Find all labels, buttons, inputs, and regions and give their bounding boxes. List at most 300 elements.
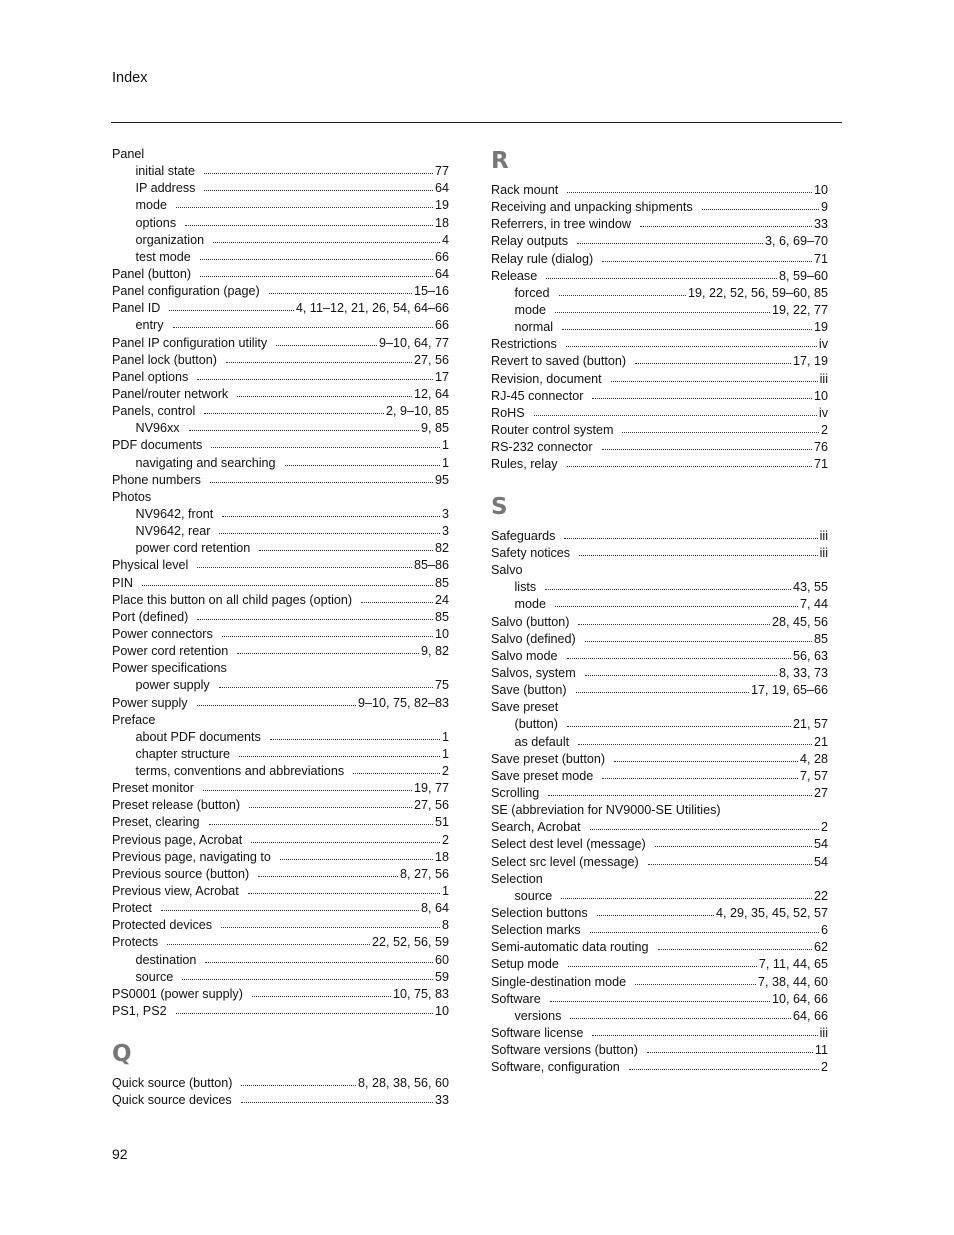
entry-pages: 66 xyxy=(434,249,449,264)
index-entry xyxy=(491,456,828,473)
entry-pages: 56, 63 xyxy=(792,648,828,663)
entry-pages: 8, 59–60 xyxy=(778,268,828,283)
dot-leader xyxy=(176,1003,433,1014)
index-entry xyxy=(491,388,828,405)
dot-leader xyxy=(567,456,812,467)
entry-term: Protects xyxy=(112,935,159,950)
index-entry xyxy=(112,712,449,729)
entry-term: Salvos, system xyxy=(491,666,576,681)
index-entry xyxy=(491,614,828,631)
dot-leader xyxy=(205,952,433,963)
index-entry xyxy=(491,1059,828,1076)
entry-term: Preface xyxy=(112,712,156,727)
entry-pages: 11 xyxy=(814,1043,828,1058)
entry-pages: 24 xyxy=(434,592,449,607)
dot-leader xyxy=(576,682,749,693)
dot-leader xyxy=(276,335,377,346)
entry-term: Safety notices xyxy=(491,546,571,561)
entry-pages: 33 xyxy=(434,1092,449,1107)
section-letter: Q xyxy=(112,1040,132,1067)
index-entry xyxy=(112,386,449,403)
index-entry xyxy=(112,489,449,506)
index-subentry xyxy=(112,969,449,986)
index-subentry xyxy=(491,596,828,613)
section-gap xyxy=(491,473,828,492)
dot-leader xyxy=(239,746,440,757)
dot-leader xyxy=(546,268,777,279)
dot-leader xyxy=(353,763,440,774)
index-entry xyxy=(491,439,828,456)
index-entry xyxy=(112,300,449,317)
entry-pages: 18 xyxy=(434,849,449,864)
entry-term: (button) xyxy=(514,717,558,732)
index-entry xyxy=(112,797,449,814)
dot-leader xyxy=(280,849,433,860)
index-entry xyxy=(112,900,449,917)
entry-term: Save preset (button) xyxy=(491,751,606,766)
entry-term: Relay outputs xyxy=(491,234,569,249)
entry-pages: 7, 57 xyxy=(799,768,828,783)
dot-leader xyxy=(579,545,817,556)
dot-leader xyxy=(241,1092,433,1103)
index-entry xyxy=(112,626,449,643)
dot-leader xyxy=(221,917,440,928)
entry-pages: 17, 19 xyxy=(792,354,828,369)
dot-leader xyxy=(197,609,433,620)
entry-term: Power supply xyxy=(112,695,188,710)
index-entry xyxy=(491,854,828,871)
entry-pages: 66 xyxy=(434,318,449,333)
index-subentry xyxy=(112,197,449,214)
entry-pages: 21 xyxy=(813,734,828,749)
entry-term: Salvo xyxy=(491,563,523,578)
entry-term: entry xyxy=(135,318,164,333)
entry-pages: 3 xyxy=(441,506,449,521)
entry-term: test mode xyxy=(135,249,191,264)
dot-leader xyxy=(602,439,812,450)
entry-term: Safeguards xyxy=(491,528,556,543)
entry-pages: 9, 85 xyxy=(420,421,449,436)
entry-term: Rules, relay xyxy=(491,457,558,472)
entry-pages: 1 xyxy=(441,884,449,899)
entry-pages: iv xyxy=(818,405,828,420)
entry-term: Referrers, in tree window xyxy=(491,217,631,232)
index-entry xyxy=(491,268,828,285)
dot-leader xyxy=(167,934,370,945)
entry-term: Save (button) xyxy=(491,683,567,698)
dot-leader xyxy=(702,199,819,210)
dot-leader xyxy=(648,854,812,865)
index-entry xyxy=(112,575,449,592)
entry-pages: 4 xyxy=(441,232,449,247)
dot-leader xyxy=(590,922,819,933)
entry-term: Phone numbers xyxy=(112,472,201,487)
dot-leader xyxy=(252,986,391,997)
index-entry xyxy=(112,660,449,677)
entry-term: Selection marks xyxy=(491,923,581,938)
dot-leader xyxy=(222,506,440,517)
entry-term: Port (defined) xyxy=(112,609,189,624)
entry-pages: 10, 64, 66 xyxy=(771,991,828,1006)
entry-pages: 2 xyxy=(820,1060,828,1075)
dot-leader xyxy=(142,575,433,586)
entry-pages: 27, 56 xyxy=(413,352,449,367)
entry-term: Salvo (button) xyxy=(491,614,570,629)
entry-term: Selection xyxy=(491,871,543,886)
entry-pages: 2 xyxy=(441,832,449,847)
index-entry xyxy=(112,934,449,951)
index-entry xyxy=(112,266,449,283)
dot-leader xyxy=(629,1059,819,1070)
index-entry xyxy=(491,751,828,768)
entry-pages: iii xyxy=(819,371,828,386)
dot-leader xyxy=(578,614,770,625)
entry-term: Select src level (message) xyxy=(491,854,639,869)
index-entry xyxy=(491,768,828,785)
entry-pages: 82 xyxy=(434,541,449,556)
entry-pages: 1 xyxy=(441,438,449,453)
entry-pages: 85 xyxy=(434,609,449,624)
index-subentry xyxy=(112,215,449,232)
entry-pages: 10 xyxy=(813,388,828,403)
dot-leader xyxy=(200,249,433,260)
entry-pages: 85–86 xyxy=(413,558,449,573)
dot-leader xyxy=(658,939,812,950)
index-entry xyxy=(112,403,449,420)
dot-leader xyxy=(602,768,798,779)
entry-pages: 85 xyxy=(813,631,828,646)
index-subentry xyxy=(491,285,828,302)
index-entry xyxy=(491,405,828,422)
section-gap xyxy=(112,1020,449,1039)
entry-pages: 64 xyxy=(434,266,449,281)
index-entry xyxy=(112,1075,449,1092)
index-entry xyxy=(491,353,828,370)
entry-pages: 6 xyxy=(820,923,828,938)
entry-term: Panel/router network xyxy=(112,386,229,401)
entry-pages: 4, 11–12, 21, 26, 54, 64–66 xyxy=(295,301,449,316)
entry-pages: 71 xyxy=(813,251,828,266)
index-entry xyxy=(112,472,449,489)
index-entry xyxy=(491,991,828,1008)
dot-leader xyxy=(210,472,433,483)
dot-leader xyxy=(550,991,770,1002)
dot-leader xyxy=(248,883,440,894)
index-entry xyxy=(491,336,828,353)
dot-leader xyxy=(647,1042,813,1053)
dot-leader xyxy=(611,371,818,382)
index-subentry xyxy=(112,249,449,266)
entry-pages: iii xyxy=(819,528,828,543)
entry-pages: 7, 44 xyxy=(799,597,828,612)
entry-pages: 2 xyxy=(820,820,828,835)
entry-pages: 8, 33, 73 xyxy=(778,666,828,681)
index-entry xyxy=(491,371,828,388)
entry-pages: 8, 27, 56 xyxy=(399,866,449,881)
entry-pages: iii xyxy=(819,1025,828,1040)
dot-leader xyxy=(568,956,757,967)
entry-pages: 22 xyxy=(813,888,828,903)
entry-term: Preset, clearing xyxy=(112,815,200,830)
entry-term: PS1, PS2 xyxy=(112,1004,167,1019)
entry-pages: 1 xyxy=(441,455,449,470)
entry-term: destination xyxy=(135,952,197,967)
entry-term: Software versions (button) xyxy=(491,1043,638,1058)
entry-pages: 9, 82 xyxy=(420,644,449,659)
index-entry xyxy=(112,643,449,660)
entry-term: mode xyxy=(135,198,168,213)
index-entry xyxy=(491,648,828,665)
dot-leader xyxy=(559,285,686,296)
entry-term: Relay rule (dialog) xyxy=(491,251,594,266)
entry-pages: 3 xyxy=(441,524,449,539)
index-entry xyxy=(491,1025,828,1042)
entry-pages: 8, 28, 38, 56, 60 xyxy=(357,1075,449,1090)
dot-leader xyxy=(622,422,819,433)
dot-leader xyxy=(578,734,812,745)
dot-leader xyxy=(259,540,433,551)
index-entry xyxy=(491,182,828,199)
entry-term: RoHS xyxy=(491,405,525,420)
entry-term: mode xyxy=(514,302,547,317)
dot-leader xyxy=(213,232,440,243)
entry-pages: 60 xyxy=(434,952,449,967)
index-subentry xyxy=(112,506,449,523)
entry-term: Previous page, navigating to xyxy=(112,849,271,864)
dot-leader xyxy=(548,785,812,796)
dot-leader xyxy=(585,665,777,676)
entry-term: Scrolling xyxy=(491,786,540,800)
dot-leader xyxy=(249,797,412,808)
index-entry xyxy=(112,986,449,1003)
dot-leader xyxy=(597,905,714,916)
entry-pages: 28, 45, 56 xyxy=(771,614,828,629)
index-entry xyxy=(491,802,828,819)
index-subentry xyxy=(112,540,449,557)
entry-term: Receiving and unpacking shipments xyxy=(491,200,693,215)
index-entry xyxy=(491,545,828,562)
dot-leader xyxy=(562,319,812,330)
entry-pages: 19 xyxy=(813,320,828,335)
entry-term: RJ-45 connector xyxy=(491,388,584,403)
entry-pages: 75 xyxy=(434,678,449,693)
dot-leader xyxy=(640,216,812,227)
entry-pages: 51 xyxy=(434,815,449,830)
entry-term: Quick source devices xyxy=(112,1092,232,1107)
dot-leader xyxy=(561,888,812,899)
dot-leader xyxy=(655,836,812,847)
dot-leader xyxy=(564,528,817,539)
page-number: 92 xyxy=(112,1146,128,1162)
entry-term: Rack mount xyxy=(491,183,559,197)
entry-term: Power specifications xyxy=(112,661,227,676)
entry-term: source xyxy=(135,969,174,984)
entry-term: NV9642, front xyxy=(135,506,214,521)
dot-leader xyxy=(251,832,440,843)
entry-term: Panel ID xyxy=(112,301,161,316)
dot-leader xyxy=(219,523,440,534)
index-entry xyxy=(112,849,449,866)
entry-pages: 27, 56 xyxy=(413,798,449,813)
dot-leader xyxy=(577,233,763,244)
entry-pages: 95 xyxy=(434,472,449,487)
entry-pages: 85 xyxy=(434,575,449,590)
running-header: Index xyxy=(112,70,148,86)
entry-pages: 8 xyxy=(441,918,449,933)
dot-leader xyxy=(614,751,798,762)
dot-leader xyxy=(592,388,812,399)
dot-leader xyxy=(566,336,817,347)
index-subentry xyxy=(491,1008,828,1025)
entry-term: Quick source (button) xyxy=(112,1075,233,1090)
index-subentry xyxy=(112,523,449,540)
entry-term: PDF documents xyxy=(112,438,203,453)
entry-pages: 64 xyxy=(434,181,449,196)
dot-leader xyxy=(361,592,433,603)
dot-leader xyxy=(237,643,419,654)
index-entry xyxy=(491,939,828,956)
entry-pages: 54 xyxy=(813,854,828,869)
index-subentry xyxy=(112,180,449,197)
dot-leader xyxy=(258,866,398,877)
section-letter: S xyxy=(491,493,508,520)
index-entry xyxy=(491,682,828,699)
index-subentry xyxy=(112,729,449,746)
entry-term: Search, Acrobat xyxy=(491,820,581,835)
entry-term: Selection buttons xyxy=(491,905,588,920)
entry-term: Previous source (button) xyxy=(112,866,250,881)
entry-term: Panel xyxy=(112,147,145,161)
entry-pages: 15–16 xyxy=(413,284,449,299)
dot-leader xyxy=(226,352,412,363)
entry-pages: 9–10, 64, 77 xyxy=(378,335,449,350)
index-column-right xyxy=(491,146,828,1076)
entry-term: Release xyxy=(491,268,538,283)
index-subentry xyxy=(112,763,449,780)
entry-term: Save preset xyxy=(491,700,559,715)
index-entry xyxy=(491,905,828,922)
index-subentry xyxy=(112,420,449,437)
entry-pages: 4, 28 xyxy=(799,751,828,766)
entry-term: Panel (button) xyxy=(112,266,192,281)
entry-pages: 10 xyxy=(434,1004,449,1019)
entry-term: power cord retention xyxy=(135,541,251,556)
entry-pages: 64, 66 xyxy=(792,1008,828,1023)
entry-term: RS-232 connector xyxy=(491,440,593,455)
index-entry xyxy=(491,216,828,233)
dot-leader xyxy=(211,437,440,448)
entry-term: initial state xyxy=(135,164,196,179)
index-subentry xyxy=(112,163,449,180)
dot-leader xyxy=(555,302,770,313)
dot-leader xyxy=(269,283,412,294)
entry-term: navigating and searching xyxy=(135,455,276,470)
index-entry xyxy=(112,283,449,300)
index-entry xyxy=(491,1042,828,1059)
entry-pages: 18 xyxy=(434,215,449,230)
dot-leader xyxy=(169,300,294,311)
entry-term: Preset monitor xyxy=(112,781,194,796)
entry-term: Photos xyxy=(112,489,152,504)
entry-pages: 19, 77 xyxy=(413,781,449,796)
index-entry xyxy=(112,866,449,883)
index-entry xyxy=(112,592,449,609)
index-subentry xyxy=(112,317,449,334)
dot-leader xyxy=(592,1025,817,1036)
entry-term: versions xyxy=(514,1008,562,1023)
entry-term: Software xyxy=(491,991,541,1006)
entry-pages: 22, 52, 56, 59 xyxy=(371,935,449,950)
index-entry xyxy=(112,437,449,454)
entry-pages: 2, 9–10, 85 xyxy=(385,404,449,419)
entry-term: normal xyxy=(514,320,553,335)
index-entry xyxy=(491,422,828,439)
entry-term: source xyxy=(514,888,553,903)
dot-leader xyxy=(176,197,433,208)
index-subentry xyxy=(491,579,828,596)
index-entry xyxy=(112,814,449,831)
entry-pages: 10 xyxy=(813,183,828,197)
entry-term: Revert to saved (button) xyxy=(491,354,627,369)
entry-pages: 10 xyxy=(434,626,449,641)
dot-leader xyxy=(241,1075,356,1086)
entry-pages: 3, 6, 69–70 xyxy=(764,234,828,249)
dot-leader xyxy=(567,716,791,727)
entry-term: Preset release (button) xyxy=(112,798,241,813)
index-entry xyxy=(491,528,828,545)
entry-pages: 7, 38, 44, 60 xyxy=(757,974,828,989)
entry-term: Place this button on all child pages (option) xyxy=(112,592,353,607)
dot-leader xyxy=(270,729,440,740)
dot-leader xyxy=(635,353,791,364)
dot-leader xyxy=(161,900,419,911)
index-entry xyxy=(112,609,449,626)
dot-leader xyxy=(567,182,812,193)
entry-pages: 17 xyxy=(434,369,449,384)
dot-leader xyxy=(197,369,433,380)
dot-leader xyxy=(209,814,433,825)
index-entry xyxy=(491,974,828,991)
entry-pages: 4, 29, 35, 45, 52, 57 xyxy=(715,905,828,920)
entry-pages: 2 xyxy=(441,764,449,779)
dot-leader xyxy=(590,819,819,830)
dot-leader xyxy=(555,596,798,607)
entry-term: lists xyxy=(514,580,537,595)
entry-term: as default xyxy=(514,734,570,749)
index-entry xyxy=(112,369,449,386)
entry-term: mode xyxy=(514,597,547,612)
dot-leader xyxy=(285,455,440,466)
entry-pages: 9 xyxy=(820,200,828,215)
dot-leader xyxy=(200,266,433,277)
entry-term: Revision, document xyxy=(491,371,602,386)
index-entry xyxy=(112,352,449,369)
entry-term: Select dest level (message) xyxy=(491,837,646,852)
dot-leader xyxy=(204,180,433,191)
entry-pages: 19, 22, 77 xyxy=(771,302,828,317)
dot-leader xyxy=(222,626,433,637)
entry-term: IP address xyxy=(135,181,196,196)
entry-term: organization xyxy=(135,232,205,247)
entry-term: Panel lock (button) xyxy=(112,352,218,367)
entry-term: forced xyxy=(514,285,550,300)
index-entry xyxy=(112,832,449,849)
entry-term: about PDF documents xyxy=(135,729,261,744)
entry-term: power supply xyxy=(135,678,210,693)
entry-term: PS0001 (power supply) xyxy=(112,986,243,1001)
entry-term: Power cord retention xyxy=(112,644,229,659)
dot-leader xyxy=(182,969,433,980)
